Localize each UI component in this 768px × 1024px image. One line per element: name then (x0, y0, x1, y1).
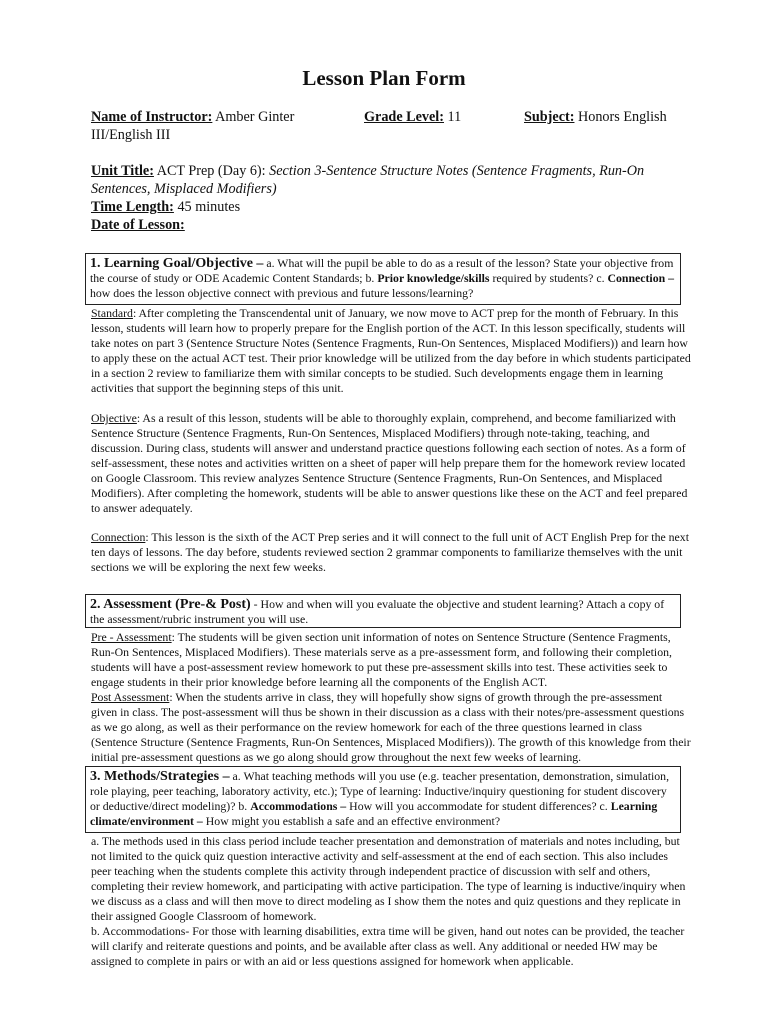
accommodations-paragraph (91, 924, 691, 969)
section3-prompt-c-rest: How might you establish a safe and an effective environment? (205, 814, 501, 828)
standard-label: Standard (91, 306, 133, 320)
post-assessment-label: Post Assessment (91, 690, 170, 704)
subject-value: Honors English (578, 109, 667, 125)
unit-title-italic: Section 3-Sentence Structure Notes (Sentence Fragments, Run-On (269, 163, 645, 179)
subject-label: Subject: (524, 109, 575, 125)
form-title: Lesson Plan Form (302, 66, 466, 90)
pre-assessment-paragraph (91, 630, 691, 690)
section1-prompt-b-rest: required by students? c. (492, 271, 605, 285)
section1-prompt-a: a. What will the pupil be able to do as a result of the lesson? State your objective from the course of study or ODE Academic Content Standards; b. (90, 256, 674, 285)
objective-text: : As a result of this lesson, students will be able to thoroughly explain, comprehend, and become familiarized with Sentence Structure (Sentence Fragments, Run-On Sentences, Misplaced Modifiers) through note-taking, teaching, and discussion. During class, students will answer and understand practice questions following each section of notes. As a form of self-assessment, these notes and activities written on a sheet of paper will help prepare them for the homework review located on Google Classroom. This review analyzes Sentence Structure (Sentence Fragments, Run-On Sentences, and Misplaced Modifiers). After completing the homework, students will be able to answer questions like these on the ACT and feel prepared to answer adequately. (91, 411, 688, 515)
time-length-value: 45 minutes (177, 199, 241, 215)
instructor-label: Name of Instructor: (91, 109, 213, 125)
pre-assessment-text: : The students will be given section unit information of notes on Sentence Structure (Sentence Fragments, Run-On Sentences, Misplaced Modifiers). These materials serve as a pre-assessment form, and following their completion, students will have a post-assessment review homework to put these pre-assessment skills into test. These activities seek to engage students in their prior knowledge before learning all the components of the English ACT. (91, 630, 672, 689)
section3-prompt-b-rest: How will you accommodate for student differences? c. (349, 799, 608, 813)
methods-text: a. The methods used in this class period include teacher presentation and demonstration of materials and notes including, but not limited to the quick quiz question interactive activity and self-assessment at the end of each section. This also includes peer teaching when the students complete this activity through independent practice of discussion with self and others, completing their review homework, and participating with active participation. The type of learning is inductive/inquiry when we discuss as a class and will then move to direct modeling as I show them the notes and quiz questions and they replicate in their assigned Google Classroom of homework. (91, 834, 686, 923)
connection-label: Connection (91, 530, 146, 544)
section1-prompt-box (85, 253, 681, 305)
section3-prompt-b-bold: Accommodations – (250, 799, 347, 813)
subject-line (524, 108, 667, 126)
unit-title-value: ACT Prep (Day 6): (156, 163, 266, 179)
unit-title-italic-continued: Sentences, Misplaced Modifiers) (91, 181, 277, 197)
section2-prompt-box (85, 594, 681, 628)
grade-label: Grade Level: (364, 109, 444, 125)
section1-prompt-b-bold: Prior knowledge/skills (377, 271, 490, 285)
post-assessment-paragraph (91, 690, 691, 765)
objective-label: Objective (91, 411, 137, 425)
standard-paragraph (91, 306, 691, 396)
grade-value: 11 (447, 109, 462, 125)
grade-line (364, 108, 461, 126)
standard-text: : After completing the Transcendental unit of January, we now move to ACT prep for the month of February. In this lesson, students will learn how to properly prepare for the English portion of the ACT. In this lesson specifically, students will take notes on part 3 (Sentence Structure Notes (Sentence Fragments, Run-On Sentences, Misplaced Modifiers)) and learn how to apply these on the actual ACT test. Their prior knowledge will be utilized from the day before in which students participated in a section 2 review to familiarize them with similar concepts to be studied. Such developments engage them in learning activities that support the beginning steps of this unit. (91, 306, 691, 395)
section1-heading: 1. Learning Goal/Objective – (90, 256, 264, 271)
pre-assessment-label: Pre - Assessment (91, 630, 172, 644)
connection-text: : This lesson is the sixth of the ACT Prep series and it will connect to the full unit of ACT English Prep for the next ten days of lessons. The day before, students reviewed section 2 grammar components to familiarize themselves with the unit sections we will be exploring the next few weeks. (91, 530, 689, 574)
unit-title-label: Unit Title: (91, 163, 154, 179)
connection-paragraph (91, 530, 691, 575)
section3-prompt-a: a. What teaching methods will you use (e.g. teacher presentation, demonstration, simulation, role playing, peer teaching, laboratory activity, etc.); Type of learning: Inductive/inquiry questioning for student discovery or deductive/direct modeling)? b. (90, 769, 670, 813)
section3-prompt-box (85, 766, 681, 833)
section2-heading: 2. Assessment (Pre-& Post) (90, 597, 251, 612)
section1-prompt-c-bold: Connection – (607, 271, 675, 285)
section1-prompt-c-rest: how does the lesson objective connect with previous and future lessons/learning? (90, 286, 474, 300)
section3-prompt-c-bold: Learning climate/environment – (90, 799, 658, 828)
subject-value-continued: III/English III (91, 127, 171, 143)
time-length-label: Time Length: (91, 199, 174, 215)
time-length-line (91, 198, 240, 216)
section3-heading: 3. Methods/Strategies – (90, 769, 230, 784)
methods-paragraph (91, 834, 691, 924)
post-assessment-text: : When the students arrive in class, they will hopefully show signs of growth through the pre-assessment given in class. The post-assessment will thus be shown in their discussion as a class with their notes/pre-assessment questions as we go along, as well as their performance on the review homework for each of the three questions learned in class (Sentence Structure (Sentence Fragments, Run-On Sentences, Misplaced Modifiers)). The growth of this knowledge from their initial pre-assessment questions as we go along should grow throughout the next few weeks of learning. (91, 690, 691, 764)
objective-paragraph (91, 411, 691, 516)
accommodations-text: b. Accommodations- For those with learning disabilities, extra time will be given, hand out notes can be provided, the teacher will clarify and reiterate questions and points, and be available after class as well. Any additional or needed HW may be assigned to complete in pairs or with an aid or less questions assigned for homework when applicable. (91, 924, 685, 968)
instructor-value: Amber Ginter (215, 109, 295, 125)
section2-prompt: - How and when will you evaluate the objective and student learning? Attach a copy of the assessment/rubric instrument you will use. (90, 597, 665, 626)
instructor-line (91, 108, 294, 126)
date-of-lesson-label: Date of Lesson: (91, 217, 185, 233)
unit-title-line (91, 162, 644, 180)
